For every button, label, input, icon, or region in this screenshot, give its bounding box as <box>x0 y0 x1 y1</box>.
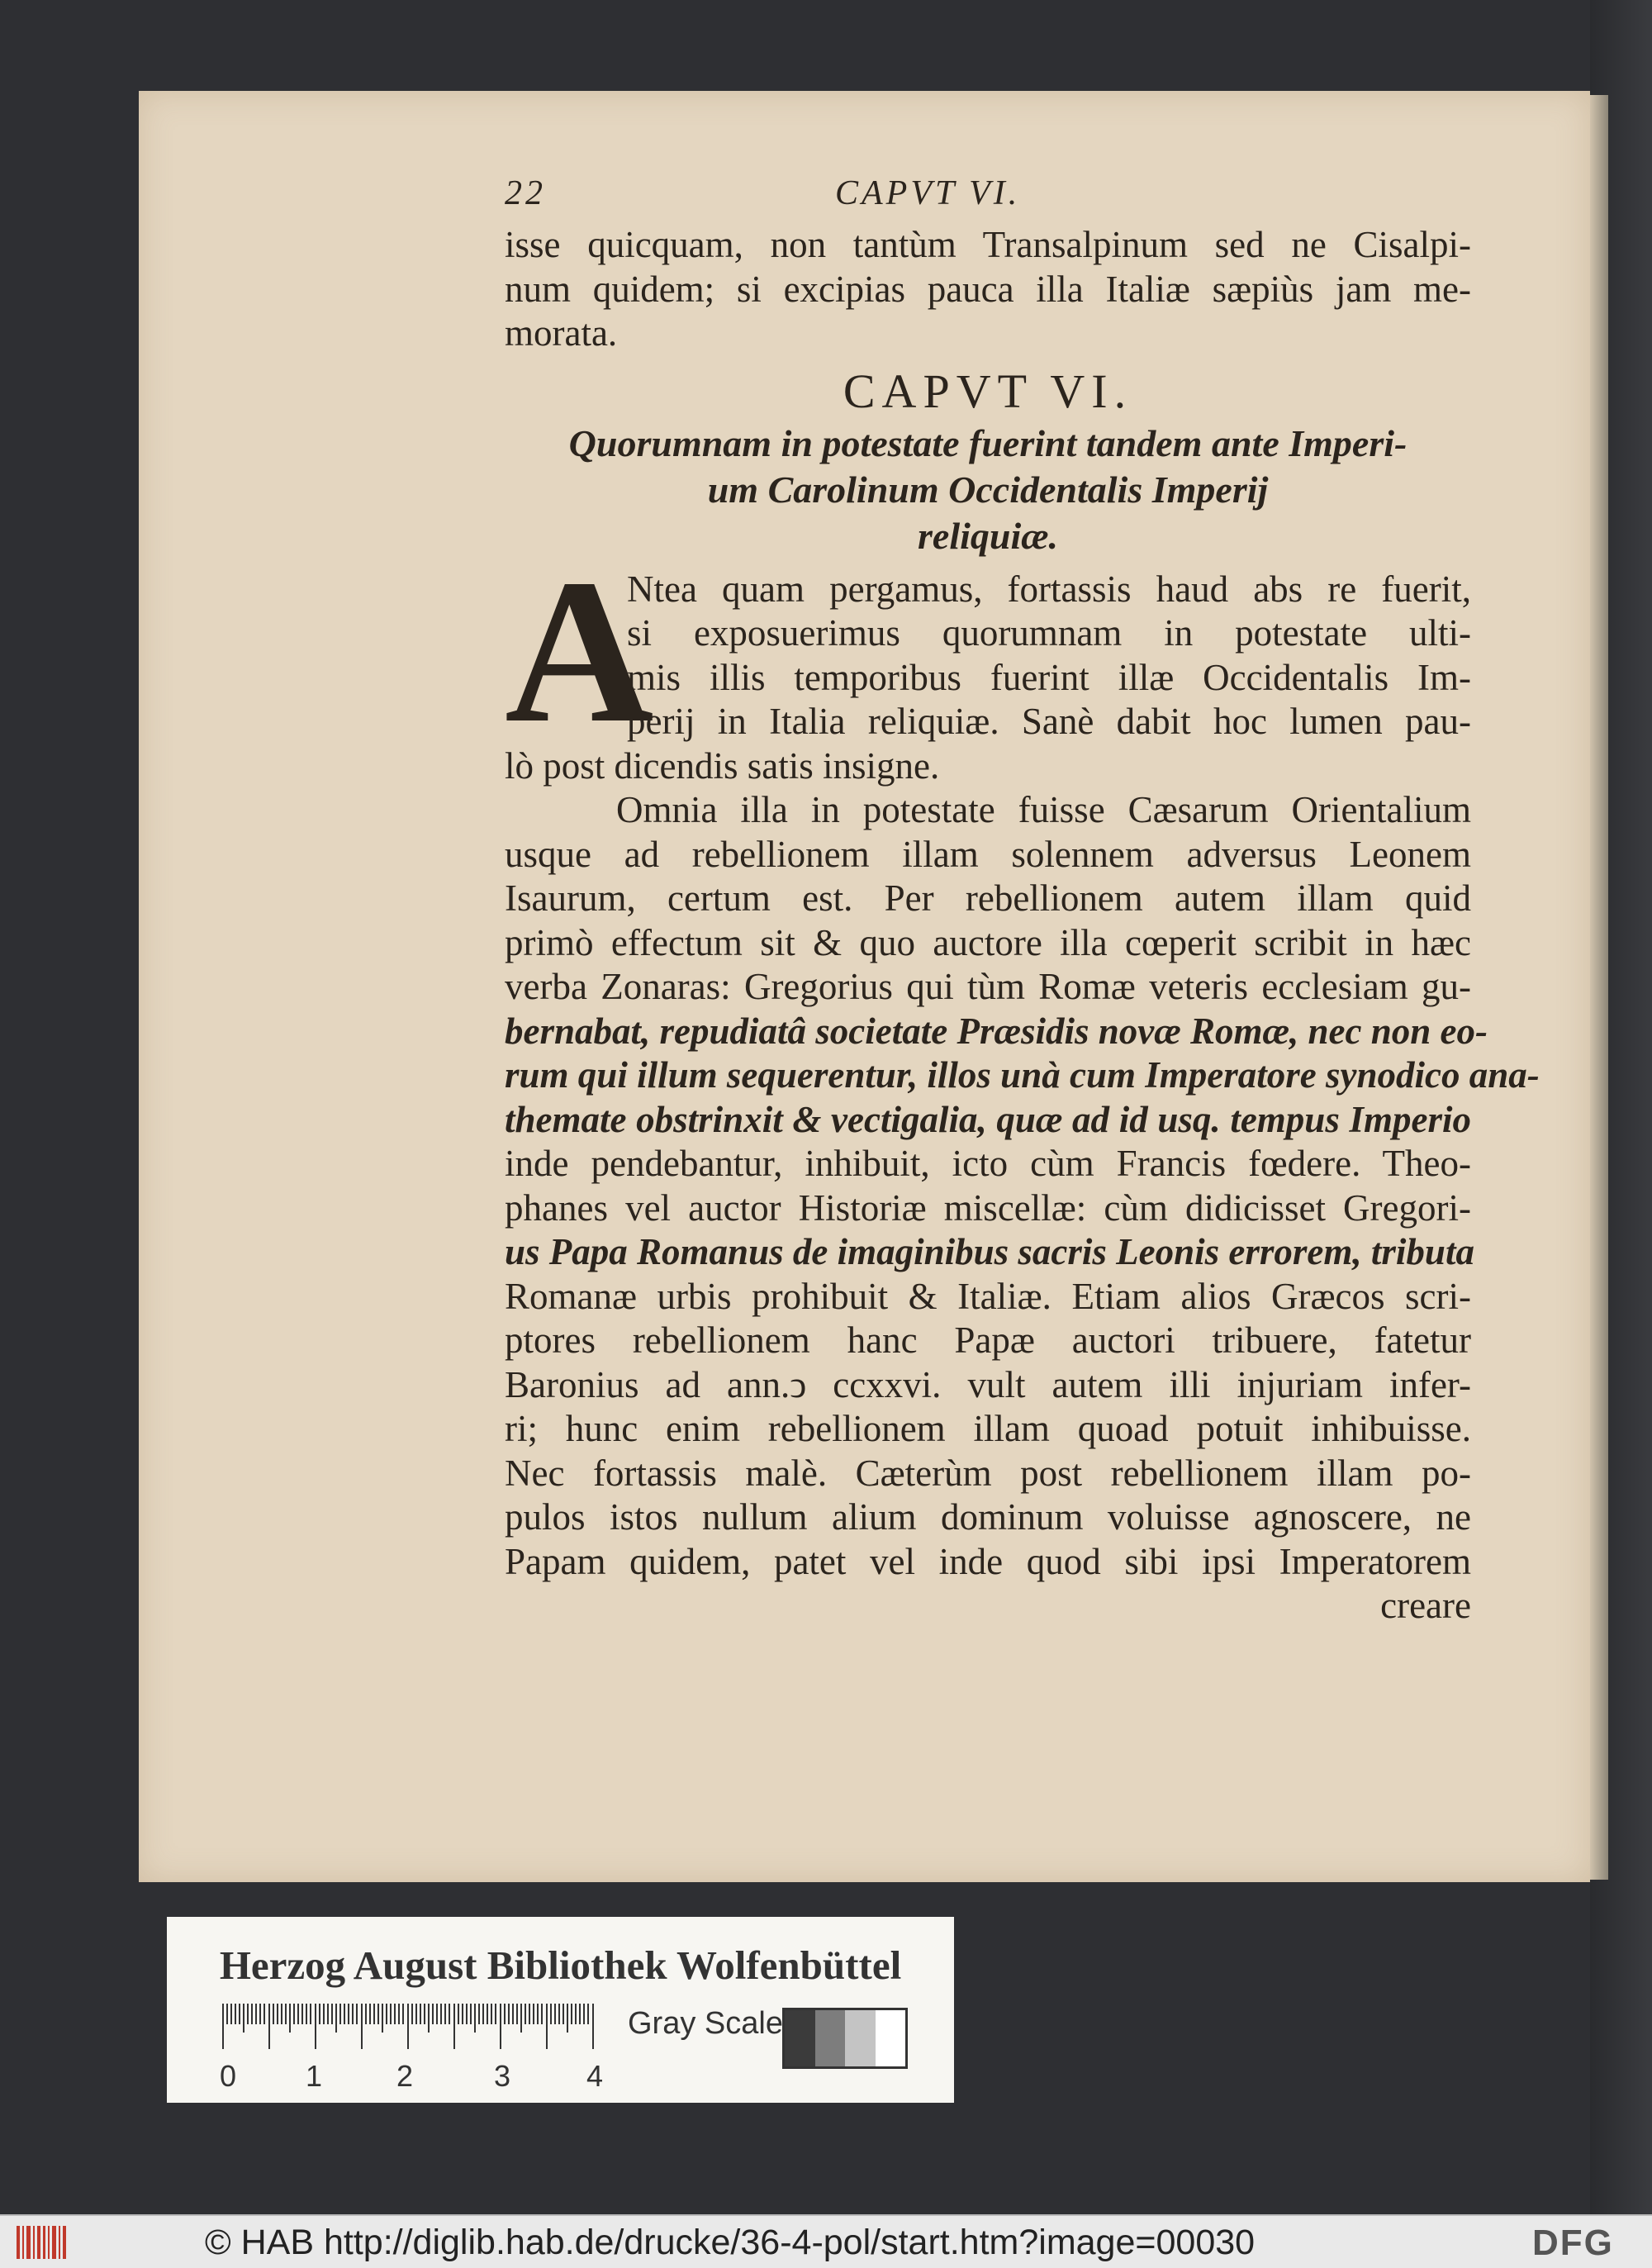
text-line: primò effectum sit & quo auctore illa cœperit scribit in hæc <box>505 921 1471 963</box>
gray-scale-label: Gray Scale <box>628 2006 783 2041</box>
swatch-dark-gray <box>815 2010 846 2066</box>
barcode-icon <box>17 2226 68 2259</box>
gray-scale-swatch <box>782 2008 908 2069</box>
drop-cap: A <box>505 536 654 766</box>
text-line: inde pendebantur, inhibuit, icto cùm Francis fœdere. Theo- <box>505 1143 1471 1184</box>
page-number: 22 <box>505 174 546 212</box>
ruler-number: 4 <box>586 2059 604 2093</box>
library-name: Herzog August Bibliothek Wolfenbüttel <box>219 1942 902 1988</box>
text-line: ptores rebellionem hanc Papæ auctori tribuere, fatetur <box>505 1319 1471 1361</box>
text-line: rum qui illum sequerentur, illos unà cum Imperatore synodico ana- <box>505 1054 1540 1096</box>
text-line: morata. <box>505 312 618 354</box>
catchword: creare <box>1380 1585 1471 1626</box>
chapter-title: CAPVT VI. <box>843 364 1133 418</box>
text-line: Nec fortassis malè. Cæterùm post rebellionem illam po- <box>505 1452 1471 1494</box>
text-line: Papam quidem, patet vel inde quod sibi ipsi Imperatorem <box>505 1540 1471 1582</box>
text-line: pulos istos nullum alium dominum voluisse agnoscere, ne <box>505 1496 1471 1538</box>
text-line: Baronius ad ann.ↄ ccxxvi. vult autem illi injuriam infer- <box>505 1363 1471 1405</box>
text-line: Ntea quam pergamus, fortassis haud abs re fuerit, <box>627 568 1471 610</box>
body-paragraph <box>505 788 1540 1628</box>
ruler-number: 2 <box>396 2059 414 2093</box>
running-title: CAPVT VI. <box>835 174 1021 212</box>
swatch-white <box>876 2010 906 2066</box>
chapter-subtitle-line: Quorumnam in potestate fuerint tandem ante Imperi- <box>568 421 1408 464</box>
text-line: usque ad rebellionem illam solennem adversus Leonem <box>505 833 1471 875</box>
library-scale-card <box>167 1917 954 2103</box>
ruler-number: 0 <box>220 2059 237 2093</box>
text-line: isse quicquam, non tantùm Transalpinum sed ne Cisalpi- <box>505 224 1471 265</box>
chapter-subtitle-line: um Carolinum Occidentalis Imperij <box>707 468 1269 511</box>
swatch-light-gray <box>845 2010 876 2066</box>
intro-paragraph <box>505 536 1471 789</box>
text-line: Romanæ urbis prohibuit & Italiæ. Etiam alios Græcos scri- <box>505 1275 1471 1317</box>
text-line: verba Zonaras: Gregorius qui tùm Romæ veteris ecclesiam gu- <box>505 966 1471 1007</box>
text-line: themate obstrinxit & vectigalia, quæ ad id usq. tempus Imperio <box>505 1098 1471 1140</box>
text-line: Isaurum, certum est. Per rebellionem autem illam quid <box>505 877 1471 919</box>
ruler-number: 3 <box>494 2059 511 2093</box>
copyright-url-link[interactable]: © HAB http://diglib.hab.de/drucke/36-4-pol/start.htm?image=00030 <box>205 2223 1256 2262</box>
text-line: phanes vel auctor Historiæ miscellæ: cùm didicisset Gregori- <box>505 1186 1471 1229</box>
running-head <box>505 174 1471 223</box>
text-line: lò post dicendis satis insigne. <box>505 744 940 787</box>
ruler-icon <box>220 2004 611 2094</box>
text-line: perij in Italia reliquiæ. Sanè dabit hoc lumen pau- <box>627 701 1471 742</box>
text-line: ri; hunc enim rebellionem illam quoad potuit inhibuisse. <box>505 1408 1471 1449</box>
text-line: mis illis temporibus fuerint illæ Occidentalis Im- <box>627 656 1471 698</box>
chapter-subtitle-line: reliquiæ. <box>918 514 1058 557</box>
page-edge <box>1590 95 1608 1880</box>
swatch-black <box>785 2010 815 2066</box>
text-line: bernabat, repudiatâ societate Præsidis novæ Romæ, nec non eo- <box>505 1010 1488 1052</box>
text-line: Omnia illa in potestate fuisse Cæsarum Orientalium <box>616 789 1471 830</box>
ruler-number: 1 <box>306 2059 323 2093</box>
page-text <box>505 174 1540 1628</box>
text-line: us Papa Romanus de imaginibus sacris Leonis errorem, tributa <box>505 1231 1474 1272</box>
status-bar <box>0 2214 1652 2268</box>
dfg-logo: DFG <box>1532 2223 1614 2263</box>
text-line: si exposuerimus quorumnam in potestate ulti- <box>627 612 1471 654</box>
text-line: num quidem; si excipias pauca illa Italiæ sæpiùs jam me- <box>505 268 1471 310</box>
